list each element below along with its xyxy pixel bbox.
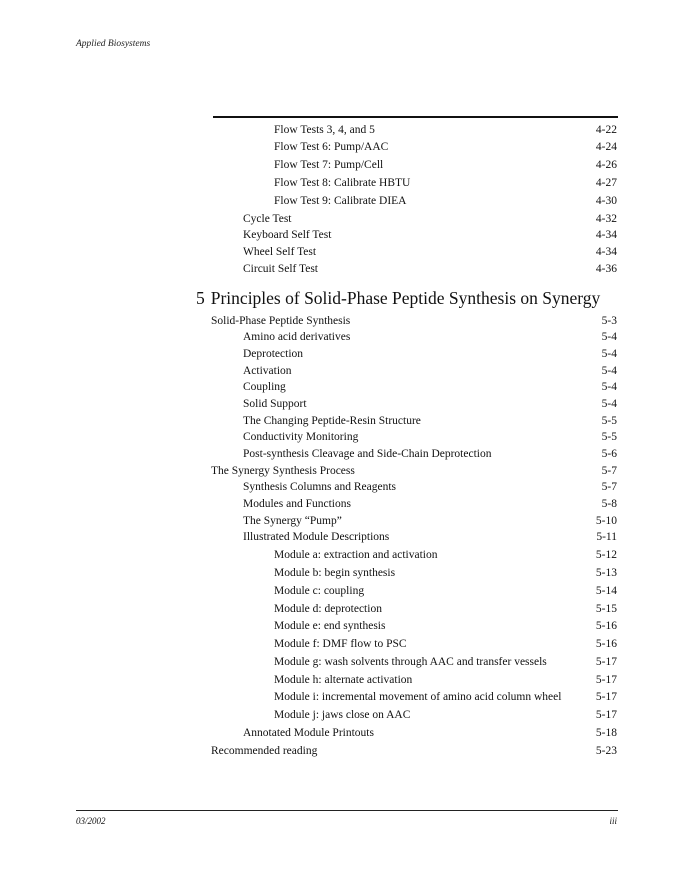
toc-entry-page: 5-3 [601, 315, 617, 327]
chapter-number: 5 [196, 288, 205, 308]
toc-entry-page: 4-26 [595, 159, 617, 171]
toc-entry-page: 5-18 [595, 727, 617, 739]
toc-entry-page: 5-13 [595, 567, 617, 579]
toc-entry-title: The Changing Peptide-Resin Structure [243, 415, 421, 427]
toc-entry[interactable] [274, 139, 617, 155]
toc-entry-page: 5-17 [595, 656, 617, 668]
toc-entry[interactable] [274, 618, 617, 634]
toc-entry-page: 4-30 [595, 195, 617, 207]
toc-entry[interactable] [211, 463, 617, 479]
toc-entry-page: 5-16 [595, 638, 617, 650]
toc-entry-page: 5-16 [595, 620, 617, 632]
toc-entry[interactable] [211, 313, 617, 329]
toc-entry[interactable] [243, 446, 617, 462]
chapter-heading [196, 287, 600, 309]
footer-date: 03/2002 [76, 816, 106, 826]
toc-entry-page: 5-11 [596, 531, 617, 543]
toc-entry-page: 5-4 [601, 331, 617, 343]
toc-entry[interactable] [243, 227, 617, 243]
toc-entry[interactable] [274, 122, 617, 138]
toc-entry-title: Conductivity Monitoring [243, 431, 359, 443]
toc-entry[interactable] [274, 654, 617, 670]
toc-entry-title: The Synergy Synthesis Process [211, 465, 355, 477]
toc-entry[interactable] [243, 725, 617, 741]
toc-entry-page: 4-22 [595, 124, 617, 136]
toc-entry-title: Flow Test 7: Pump/Cell [274, 159, 384, 171]
toc-entry-title: Module c: coupling [274, 585, 365, 597]
toc-entry-page: 5-6 [601, 448, 617, 460]
toc-entry[interactable] [274, 672, 617, 688]
toc-entry-page: 5-17 [595, 691, 617, 703]
toc-entry-page: 5-8 [601, 498, 617, 510]
toc-entry-title: Flow Test 6: Pump/AAC [274, 141, 389, 153]
toc-entry[interactable] [211, 743, 617, 759]
toc-entry[interactable] [274, 175, 617, 191]
toc-entry[interactable] [274, 689, 617, 705]
toc-entry-page: 5-23 [595, 745, 617, 757]
top-rule [213, 116, 618, 118]
toc-entry-title: Module j: jaws close on AAC [274, 709, 411, 721]
toc-entry[interactable] [243, 396, 617, 412]
toc-entry-page: 5-7 [601, 481, 617, 493]
toc-entry-title: Module h: alternate activation [274, 674, 413, 686]
toc-entry[interactable] [274, 547, 617, 563]
toc-entry-page: 4-36 [595, 263, 617, 275]
toc-entry[interactable] [243, 479, 617, 495]
toc-entry-title: Module f: DMF flow to PSC [274, 638, 407, 650]
toc-entry-page: 5-7 [601, 465, 617, 477]
toc-entry-title: Annotated Module Printouts [243, 727, 374, 739]
toc-entry-page: 4-34 [595, 229, 617, 241]
toc-entry-title: Amino acid derivatives [243, 331, 351, 343]
toc-entry-page: 5-17 [595, 674, 617, 686]
toc-entry-title: The Synergy “Pump” [243, 515, 342, 527]
toc-entry-title: Activation [243, 365, 292, 377]
toc-entry-page: 5-14 [595, 585, 617, 597]
toc-entry[interactable] [243, 529, 617, 545]
toc-entry-title: Synthesis Columns and Reagents [243, 481, 397, 493]
toc-entry-title: Cycle Test [243, 213, 292, 225]
toc-entry-title: Flow Tests 3, 4, and 5 [274, 124, 375, 136]
toc-entry-page: 5-12 [595, 549, 617, 561]
toc-entry-page: 5-10 [595, 515, 617, 527]
toc-entry[interactable] [274, 601, 617, 617]
toc-entry[interactable] [243, 211, 617, 227]
toc-entry-title: Deprotection [243, 348, 304, 360]
toc-entry-page: 4-34 [595, 246, 617, 258]
toc-entry[interactable] [274, 157, 617, 173]
toc-entry-title: Modules and Functions [243, 498, 351, 510]
toc-entry-title: Circuit Self Test [243, 263, 319, 275]
toc-entry-title: Keyboard Self Test [243, 229, 332, 241]
toc-entry[interactable] [274, 583, 617, 599]
toc-entry-page: 5-5 [601, 415, 617, 427]
toc-entry-title: Coupling [243, 381, 286, 393]
toc-entry[interactable] [243, 496, 617, 512]
toc-entry-page: 4-24 [595, 141, 617, 153]
toc-entry[interactable] [243, 329, 617, 345]
toc-entry-title: Module d: deprotection [274, 603, 382, 615]
toc-entry[interactable] [243, 429, 617, 445]
toc-entry[interactable] [274, 193, 617, 209]
toc-entry-title: Recommended reading [211, 745, 318, 757]
running-header: Applied Biosystems [76, 39, 151, 49]
toc-entry-title: Solid Support [243, 398, 307, 410]
toc-entry-page: 5-4 [601, 348, 617, 360]
toc-entry[interactable] [274, 565, 617, 581]
toc-entry-page: 5-4 [601, 365, 617, 377]
toc-entry-page: 5-17 [595, 709, 617, 721]
toc-entry-title: Module b: begin synthesis [274, 567, 396, 579]
toc-entry-page: 4-32 [595, 213, 617, 225]
chapter-title: Principles of Solid-Phase Peptide Synthesis on Synergy [210, 288, 601, 308]
toc-entry-title: Module e: end synthesis [274, 620, 386, 632]
toc-entry-title: Module i: incremental movement of amino acid column wheel [274, 691, 562, 703]
toc-entry[interactable] [243, 513, 617, 529]
toc-entry-title: Flow Test 9: Calibrate DIEA [274, 195, 407, 207]
toc-entry[interactable] [243, 244, 617, 260]
toc-entry-title: Wheel Self Test [243, 246, 317, 258]
toc-entry-title: Flow Test 8: Calibrate HBTU [274, 177, 411, 189]
toc-entry-page: 5-4 [601, 398, 617, 410]
toc-entry-title: Post-synthesis Cleavage and Side-Chain Deprotection [243, 448, 492, 460]
toc-entry[interactable] [274, 707, 617, 723]
toc-entry-title: Illustrated Module Descriptions [243, 531, 390, 543]
toc-entry-title: Solid-Phase Peptide Synthesis [211, 315, 351, 327]
toc-entry-page: 4-27 [595, 177, 617, 189]
toc-entry[interactable] [243, 363, 617, 379]
toc-entry[interactable] [243, 261, 617, 277]
bottom-rule [76, 810, 618, 811]
toc-entry[interactable] [243, 413, 617, 429]
toc-entry-page: 5-15 [595, 603, 617, 615]
toc-entry-page: 5-5 [601, 431, 617, 443]
footer-page-number: iii [609, 816, 617, 826]
toc-entry[interactable] [243, 379, 617, 395]
toc-entry[interactable] [243, 346, 617, 362]
toc-entry[interactable] [274, 636, 617, 652]
toc-entry-page: 5-4 [601, 381, 617, 393]
toc-entry-title: Module a: extraction and activation [274, 549, 438, 561]
toc-entry-title: Module g: wash solvents through AAC and transfer vessels [274, 656, 547, 668]
